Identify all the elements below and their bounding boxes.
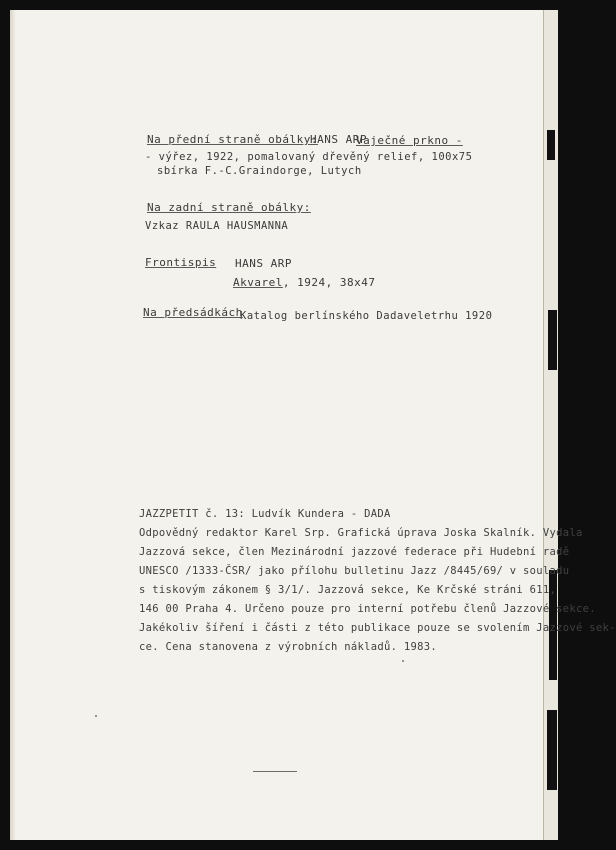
back-cover-text: Vzkaz RAULA HAUSMANNA (145, 220, 289, 232)
colophon-line: Jazzová sekce, člen Mezinárodní jazzové federace při Hudební radě (139, 546, 570, 558)
colophon-line: 146 00 Praha 4. Určeno pouze pro interní potřebu členů Jazzové sekce. (139, 603, 596, 615)
cover-print-fragment (547, 710, 557, 790)
frontispiece-author: HANS ARP (235, 257, 292, 270)
cover-edge-strip (543, 10, 558, 840)
cover-print-fragment (547, 130, 555, 160)
colophon-line: ce. Cena stanovena z výrobních nákladů. 1983. (139, 641, 437, 653)
frontispiece-work: Akvarel (233, 276, 283, 289)
pencil-mark (253, 771, 297, 772)
colophon (139, 505, 616, 657)
frontispiece-label: Frontispis (145, 256, 217, 269)
colophon-line: JAZZPETIT č. 13: Ludvík Kundera - DADA (139, 508, 391, 520)
endpapers-text: Katalog berlínského Dadaveletrhu 1920 (240, 310, 493, 322)
page-gutter-shadow (10, 10, 16, 840)
colophon-line: UNESCO /1333-ČSR/ jako přílohu bulletinu Jazz /8445/69/ v souladu (139, 565, 570, 577)
colophon-line: s tiskovým zákonem § 3/1/. Jazzová sekce, Ke Krčské stráni 611, (139, 584, 557, 596)
front-cover-line2: - výřez, 1922, pomalovaný dřevěný relief, 100x75 (145, 151, 473, 163)
front-cover-title: Vaječné prkno - (356, 134, 463, 147)
speck (402, 660, 404, 662)
endpapers-label: Na předsádkách (143, 306, 243, 319)
frontispiece-details: , 1924, 38x47 (282, 276, 376, 289)
front-cover-label: Na přední straně obálky: (147, 133, 318, 146)
cover-print-fragment (548, 310, 557, 370)
speck (95, 715, 97, 717)
back-cover-label: Na zadní straně obálky: (147, 201, 311, 214)
colophon-line: Jakékoliv šíření i části z této publikace pouze se svolením Jazzové sek- (139, 622, 616, 634)
frontispiece-detail (233, 276, 375, 289)
front-cover-line3: sbírka F.-C.Graindorge, Lutych (157, 165, 362, 177)
front-cover-author: HANS ARP (310, 133, 367, 146)
colophon-line: Odpovědný redaktor Karel Srp. Grafická úprava Joska Skalník. Vydala (139, 527, 583, 539)
